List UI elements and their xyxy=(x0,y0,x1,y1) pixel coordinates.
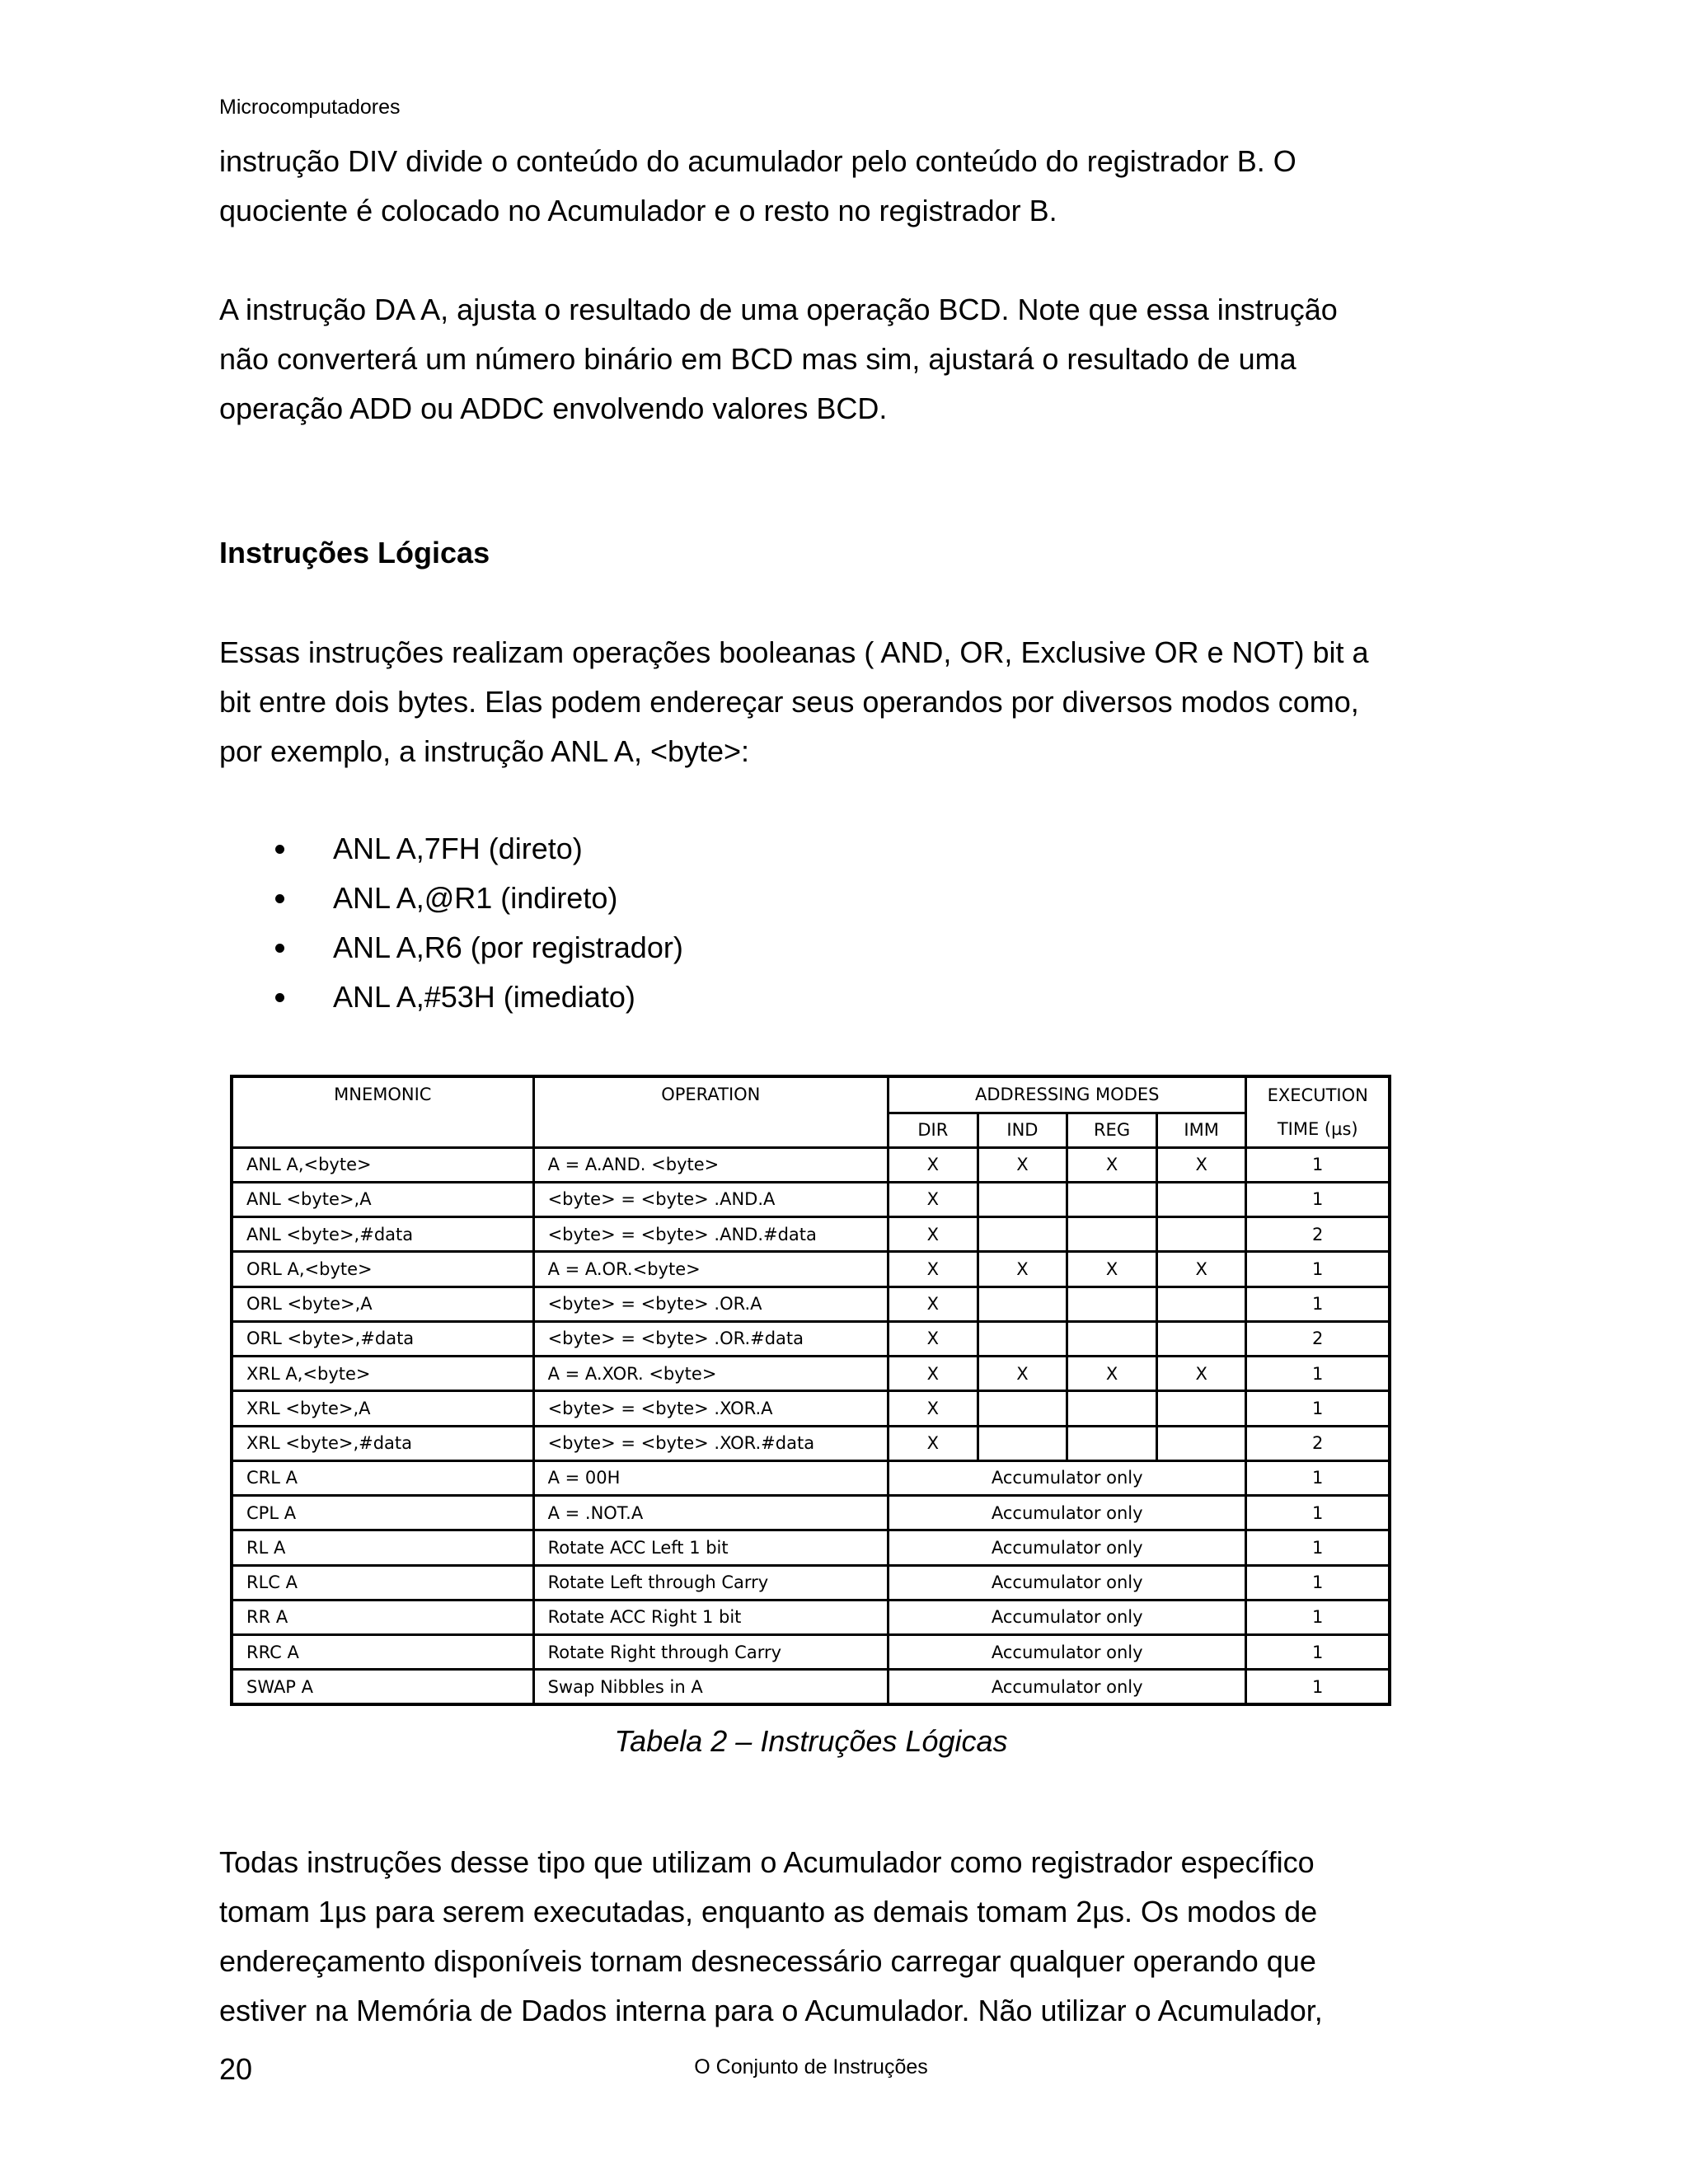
cell-operation: <byte> = <byte> .XOR.#data xyxy=(533,1426,888,1460)
cell-mnemonic: SWAP A xyxy=(232,1670,533,1704)
cell-imm: X xyxy=(1156,1357,1246,1391)
cell-ind xyxy=(978,1286,1067,1321)
cell-mnemonic: ANL <byte>,A xyxy=(232,1182,533,1216)
cell-operation: Rotate Left through Carry xyxy=(533,1565,888,1600)
cell-ind xyxy=(978,1321,1067,1356)
table-row xyxy=(232,1670,1390,1704)
logic-instructions-table xyxy=(230,1075,1391,1706)
table-row xyxy=(232,1286,1390,1321)
paragraph-logic-intro xyxy=(219,628,1423,776)
cell-operation: A = A.OR.<byte> xyxy=(533,1252,888,1286)
cell-mnemonic: ANL A,<byte> xyxy=(232,1147,533,1182)
table-row xyxy=(232,1426,1390,1460)
cell-mnemonic: ORL <byte>,A xyxy=(232,1286,533,1321)
header-execution: EXECUTION xyxy=(1246,1076,1390,1113)
list-item xyxy=(219,874,683,923)
header-operation: OPERATION xyxy=(533,1076,888,1147)
table-caption: Tabela 2 – Instruções Lógicas xyxy=(614,1724,1008,1758)
list-item xyxy=(219,972,683,1022)
header-reg: REG xyxy=(1067,1113,1157,1147)
bullet-icon xyxy=(275,845,284,854)
cell-reg xyxy=(1067,1182,1157,1216)
cell-imm xyxy=(1156,1391,1246,1426)
paragraph-da-instruction xyxy=(219,285,1423,434)
cell-dir: X xyxy=(889,1217,978,1252)
cell-reg xyxy=(1067,1426,1157,1460)
bullet-icon xyxy=(275,894,284,903)
cell-time: 1 xyxy=(1246,1460,1390,1495)
bullet-icon xyxy=(275,944,284,953)
cell-mnemonic: ORL A,<byte> xyxy=(232,1252,533,1286)
cell-operation: A = A.XOR. <byte> xyxy=(533,1357,888,1391)
list-item xyxy=(219,923,683,972)
header-imm: IMM xyxy=(1156,1113,1246,1147)
cell-addressing-modes: Accumulator only xyxy=(889,1635,1246,1670)
cell-time: 1 xyxy=(1246,1357,1390,1391)
cell-imm: X xyxy=(1156,1252,1246,1286)
header-mnemonic: MNEMONIC xyxy=(232,1076,533,1147)
cell-time: 1 xyxy=(1246,1147,1390,1182)
text-line: quociente é colocado no Acumulador e o resto no registrador B. xyxy=(219,194,1057,227)
cell-reg: X xyxy=(1067,1252,1157,1286)
table-row xyxy=(232,1217,1390,1252)
cell-reg: X xyxy=(1067,1357,1157,1391)
cell-time: 1 xyxy=(1246,1600,1390,1634)
cell-time: 1 xyxy=(1246,1286,1390,1321)
cell-dir: X xyxy=(889,1182,978,1216)
text-line: por exemplo, a instrução ANL A, <byte>: xyxy=(219,734,750,768)
text-line: Essas instruções realizam operações booleanas ( AND, OR, Exclusive OR e NOT) bit a xyxy=(219,635,1369,669)
cell-addressing-modes: Accumulator only xyxy=(889,1496,1246,1530)
cell-dir: X xyxy=(889,1252,978,1286)
list-item-text: ANL A,@R1 (indireto) xyxy=(333,881,618,915)
table-row xyxy=(232,1635,1390,1670)
cell-mnemonic: CPL A xyxy=(232,1496,533,1530)
cell-operation: Swap Nibbles in A xyxy=(533,1670,888,1704)
table-row xyxy=(232,1321,1390,1356)
cell-imm xyxy=(1156,1182,1246,1216)
cell-reg xyxy=(1067,1217,1157,1252)
list-item-text: ANL A,7FH (direto) xyxy=(333,832,583,865)
cell-time: 2 xyxy=(1246,1426,1390,1460)
cell-ind: X xyxy=(978,1357,1067,1391)
cell-operation: <byte> = <byte> .AND.#data xyxy=(533,1217,888,1252)
cell-mnemonic: XRL <byte>,A xyxy=(232,1391,533,1426)
cell-addressing-modes: Accumulator only xyxy=(889,1530,1246,1565)
text-line: Todas instruções desse tipo que utilizam o Acumulador como registrador específico xyxy=(219,1845,1315,1879)
table-row xyxy=(232,1530,1390,1565)
cell-imm xyxy=(1156,1321,1246,1356)
cell-imm xyxy=(1156,1426,1246,1460)
cell-addressing-modes: Accumulator only xyxy=(889,1670,1246,1704)
cell-time: 1 xyxy=(1246,1530,1390,1565)
cell-addressing-modes: Accumulator only xyxy=(889,1600,1246,1634)
text-line: A instrução DA A, ajusta o resultado de uma operação BCD. Note que essa instrução xyxy=(219,293,1338,326)
cell-ind xyxy=(978,1426,1067,1460)
list-item-text: ANL A,R6 (por registrador) xyxy=(333,930,683,964)
cell-time: 1 xyxy=(1246,1635,1390,1670)
text-line: bit entre dois bytes. Elas podem endereçar seus operandos por diversos modos como, xyxy=(219,685,1359,719)
cell-reg xyxy=(1067,1286,1157,1321)
cell-operation: A = A.AND. <byte> xyxy=(533,1147,888,1182)
cell-mnemonic: ORL <byte>,#data xyxy=(232,1321,533,1356)
cell-dir: X xyxy=(889,1286,978,1321)
cell-mnemonic: XRL A,<byte> xyxy=(232,1357,533,1391)
cell-operation: A = .NOT.A xyxy=(533,1496,888,1530)
cell-mnemonic: ANL <byte>,#data xyxy=(232,1217,533,1252)
cell-ind: X xyxy=(978,1252,1067,1286)
table-row xyxy=(232,1496,1390,1530)
table-row xyxy=(232,1600,1390,1634)
cell-mnemonic: RLC A xyxy=(232,1565,533,1600)
cell-operation: <byte> = <byte> .OR.#data xyxy=(533,1321,888,1356)
cell-reg xyxy=(1067,1391,1157,1426)
cell-operation: Rotate ACC Left 1 bit xyxy=(533,1530,888,1565)
cell-time: 2 xyxy=(1246,1321,1390,1356)
cell-mnemonic: RR A xyxy=(232,1600,533,1634)
list-item-text: ANL A,#53H (imediato) xyxy=(333,980,635,1014)
cell-mnemonic: XRL <byte>,#data xyxy=(232,1426,533,1460)
text-line: endereçamento disponíveis tornam desnecessário carregar qualquer operando que xyxy=(219,1944,1316,1978)
cell-time: 2 xyxy=(1246,1217,1390,1252)
cell-operation: Rotate Right through Carry xyxy=(533,1635,888,1670)
cell-dir: X xyxy=(889,1426,978,1460)
bullet-icon xyxy=(275,993,284,1002)
cell-ind: X xyxy=(978,1147,1067,1182)
running-header: Microcomputadores xyxy=(219,96,401,119)
cell-reg: X xyxy=(1067,1147,1157,1182)
text-line: tomam 1µs para serem executadas, enquanto as demais tomam 2µs. Os modos de xyxy=(219,1895,1318,1929)
cell-ind xyxy=(978,1182,1067,1216)
table-row xyxy=(232,1357,1390,1391)
cell-operation: <byte> = <byte> .XOR.A xyxy=(533,1391,888,1426)
footer-title: O Conjunto de Instruções xyxy=(694,2055,928,2079)
paragraph-timing xyxy=(219,1838,1423,2036)
cell-operation: A = 00H xyxy=(533,1460,888,1495)
table-row xyxy=(232,1460,1390,1495)
table-row xyxy=(232,1565,1390,1600)
cell-dir: X xyxy=(889,1357,978,1391)
cell-time: 1 xyxy=(1246,1182,1390,1216)
cell-time: 1 xyxy=(1246,1670,1390,1704)
cell-time: 1 xyxy=(1246,1496,1390,1530)
cell-imm xyxy=(1156,1217,1246,1252)
page-number: 20 xyxy=(219,2052,253,2086)
list-item xyxy=(219,824,683,874)
cell-imm: X xyxy=(1156,1147,1246,1182)
text-line: operação ADD ou ADDC envolvendo valores BCD. xyxy=(219,391,888,425)
cell-mnemonic: RRC A xyxy=(232,1635,533,1670)
cell-dir: X xyxy=(889,1147,978,1182)
header-time: TIME (µs) xyxy=(1246,1113,1390,1147)
table-row xyxy=(232,1182,1390,1216)
header-dir: DIR xyxy=(889,1113,978,1147)
cell-ind xyxy=(978,1391,1067,1426)
cell-addressing-modes: Accumulator only xyxy=(889,1460,1246,1495)
cell-time: 1 xyxy=(1246,1391,1390,1426)
cell-imm xyxy=(1156,1286,1246,1321)
table-body xyxy=(232,1147,1390,1704)
header-ind: IND xyxy=(978,1113,1067,1147)
cell-mnemonic: CRL A xyxy=(232,1460,533,1495)
text-line: não converterá um número binário em BCD mas sim, ajustará o resultado de uma xyxy=(219,342,1296,376)
cell-reg xyxy=(1067,1321,1157,1356)
text-line: estiver na Memória de Dados interna para o Acumulador. Não utilizar o Acumulador, xyxy=(219,1994,1323,2027)
cell-dir: X xyxy=(889,1391,978,1426)
cell-operation: <byte> = <byte> .AND.A xyxy=(533,1182,888,1216)
cell-time: 1 xyxy=(1246,1565,1390,1600)
cell-operation: <byte> = <byte> .OR.A xyxy=(533,1286,888,1321)
section-heading: Instruções Lógicas xyxy=(219,536,490,569)
cell-time: 1 xyxy=(1246,1252,1390,1286)
cell-mnemonic: RL A xyxy=(232,1530,533,1565)
text-line: instrução DIV divide o conteúdo do acumulador pelo conteúdo do registrador B. O xyxy=(219,144,1296,178)
paragraph-div-instruction xyxy=(219,137,1423,236)
table-row xyxy=(232,1147,1390,1182)
cell-operation: Rotate ACC Right 1 bit xyxy=(533,1600,888,1634)
cell-ind xyxy=(978,1217,1067,1252)
cell-dir: X xyxy=(889,1321,978,1356)
cell-addressing-modes: Accumulator only xyxy=(889,1565,1246,1600)
header-addressing-modes: ADDRESSING MODES xyxy=(889,1076,1246,1113)
table-row xyxy=(232,1252,1390,1286)
table-row xyxy=(232,1391,1390,1426)
bullet-list xyxy=(219,824,683,1022)
